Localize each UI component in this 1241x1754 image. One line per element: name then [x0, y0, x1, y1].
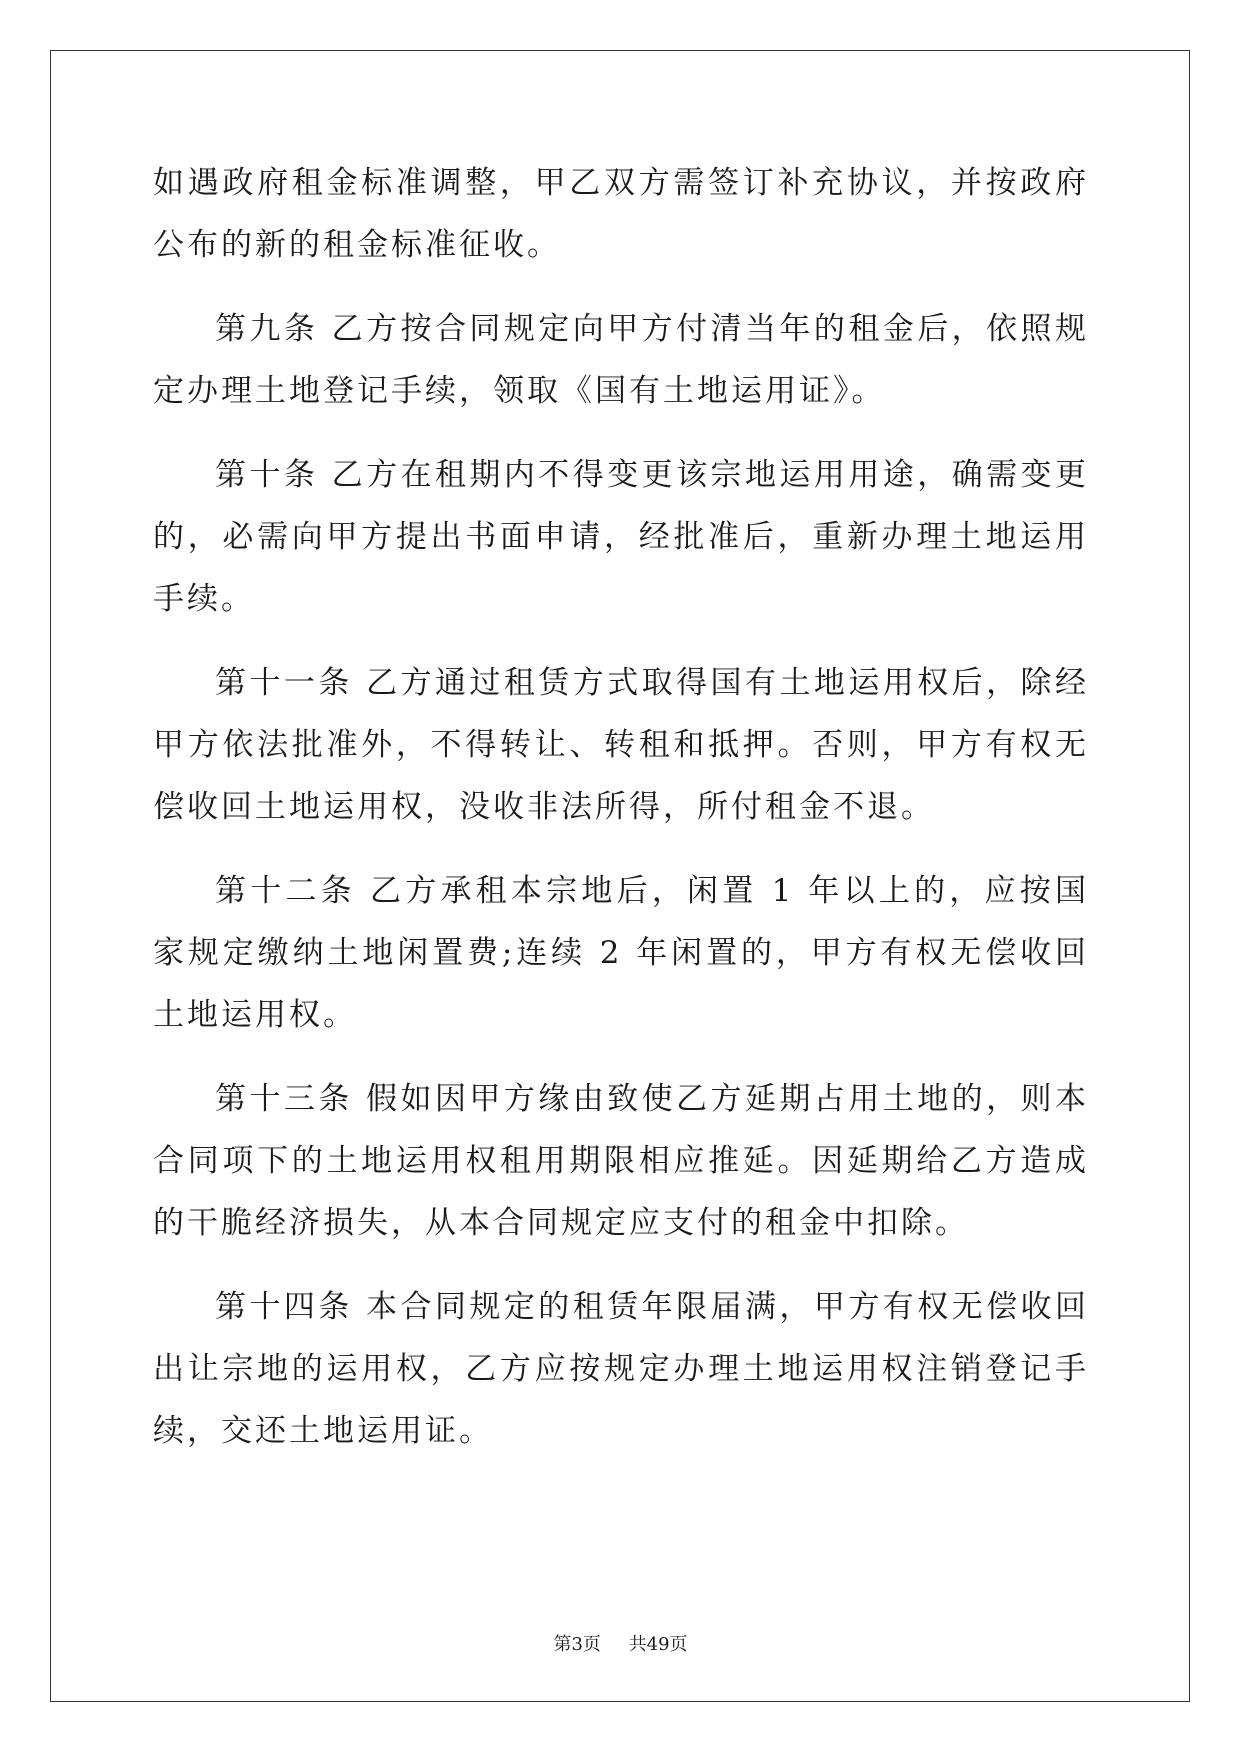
paragraph-article-12: 第十二条 乙方承租本宗地后，闲置 1 年以上的，应按国家规定缴纳土地闲置费;连续 2 年闲置的，甲方有权无偿收回土地运用权。	[153, 873, 1089, 1033]
paragraph-article-9: 第九条 乙方按合同规定向甲方付清当年的租金后，依照规定办理土地登记手续，领取《国有土地运用证》。	[153, 311, 1089, 409]
page-number-total: 共49页	[628, 1634, 688, 1655]
paragraph-article-14: 第十四条 本合同规定的租赁年限届满，甲方有权无偿收回出让宗地的运用权，乙方应按规定办理土地运用权注销登记手续，交还土地运用证。	[153, 1289, 1089, 1449]
document-body	[153, 152, 1089, 1462]
paragraph-article-10: 第十条 乙方在租期内不得变更该宗地运用用途，确需变更的，必需向甲方提出书面申请，经批准后，重新办理土地运用手续。	[153, 457, 1089, 617]
page-number-current: 第3页	[553, 1634, 601, 1655]
paragraph-article-11: 第十一条 乙方通过租赁方式取得国有土地运用权后，除经甲方依法批准外，不得转让、转租和抵押。否则，甲方有权无偿收回土地运用权，没收非法所得，所付租金不退。	[153, 665, 1089, 825]
paragraph-1: 如遇政府租金标准调整，甲乙双方需签订补充协议，并按政府公布的新的租金标准征收。	[153, 165, 1089, 263]
paragraph-article-13: 第十三条 假如因甲方缘由致使乙方延期占用土地的，则本合同项下的土地运用权租用期限相应推延。因延期给乙方造成的干脆经济损失，从本合同规定应支付的租金中扣除。	[153, 1081, 1089, 1241]
page-footer	[0, 1630, 1241, 1656]
